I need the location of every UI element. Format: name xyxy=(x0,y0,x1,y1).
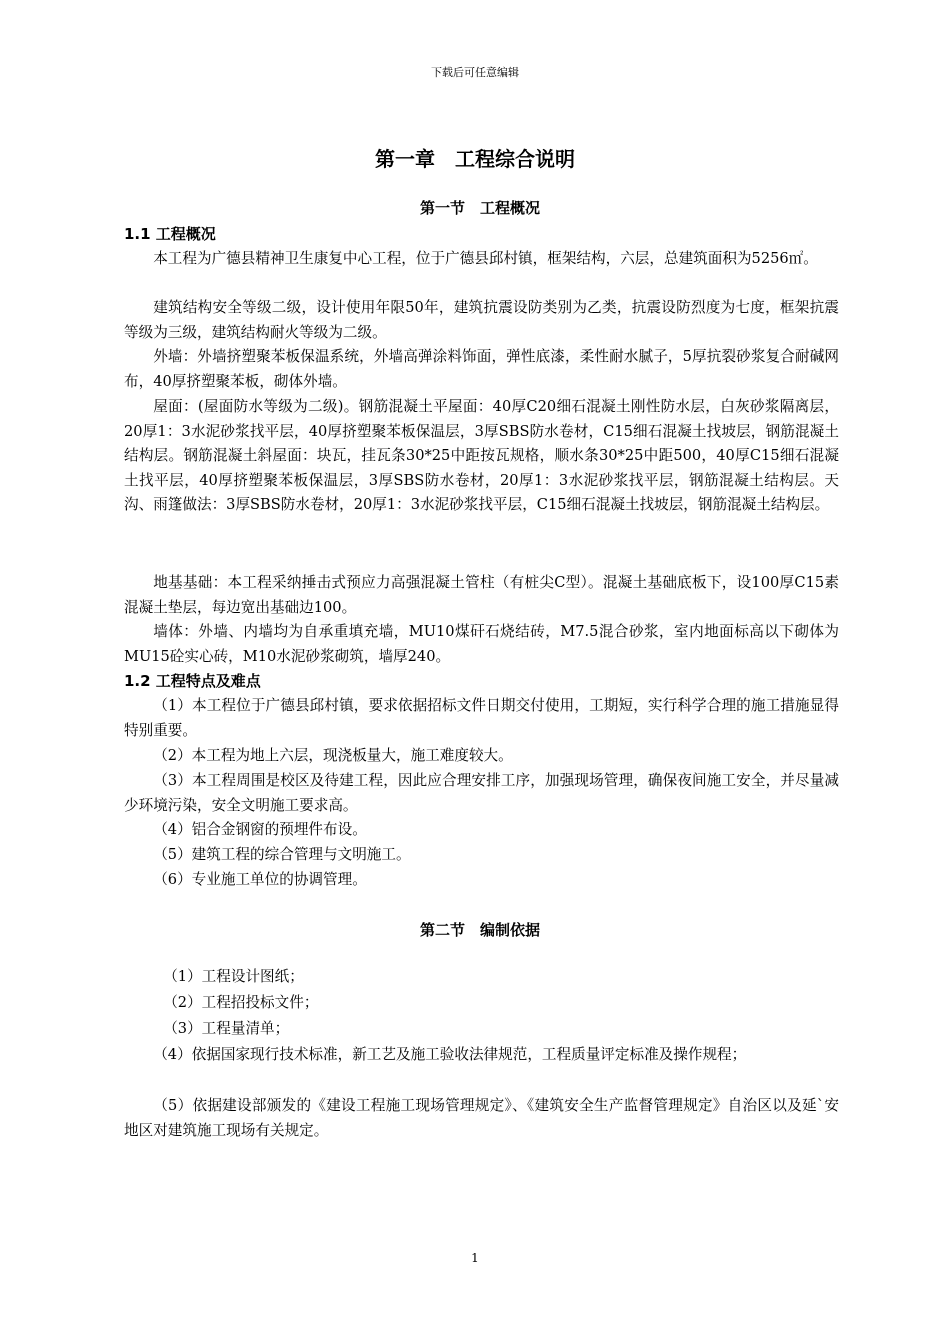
paragraph-difficulty-4: （4）铝合金钢窗的预埋件布设。 xyxy=(153,821,367,838)
paragraph-difficulty-1: （1）本工程位于广德县邱村镇，要求依据招标文件日期交付使用，工期短，实行科学合理的施工措施显得特别重要。 xyxy=(124,697,839,739)
paragraph-structure: 建筑结构安全等级二级，设计使用年限50年，建筑抗震设防类别为乙类，抗震设防烈度为七度，框架抗震等级为三级，建筑结构耐火等级为二级。 xyxy=(124,299,839,341)
paragraph-walls: 墙体：外墙、内墙均为自承重填充墙，MU10煤矸石烧结砖，M7.5混合砂浆，室内地面标高以下砌体为MU15砼实心砖，M10水泥砂浆砌筑，墙厚240。 xyxy=(124,623,839,665)
paragraph-foundation: 地基基础：本工程采纳捶击式预应力高强混凝土管柱（有桩尖C型）。混凝土基础底板下，设100厚C15素混凝土垫层，每边宽出基础边100。 xyxy=(124,574,839,616)
subheading-1-1: 1.1 工程概况 xyxy=(124,225,216,243)
basis-item-5: （5）依据建设部颁发的《建设工程施工现场管理规定》、《建筑安全生产监督管理规定》自治区以及延`安地区对建筑施工现场有关规定。 xyxy=(124,1097,839,1139)
paragraph-roof: 屋面：(屋面防水等级为二级)。钢筋混凝土平屋面：40厚C20细石混凝土刚性防水层，白灰砂浆隔离层，20厚1：3水泥砂浆找平层，40厚挤塑聚苯板保温层，3厚SBS防水卷材，C15细石混凝土找坡层，钢筋混凝土结构层。钢筋混凝土斜屋面：块瓦，挂瓦条30*25中距按瓦规格，顺水条30*25中距500，40厚C15细石混凝土找平层，40厚挤塑聚苯板保温层，3厚SBS防水卷材，20厚1：3水泥砂浆找平层，钢筋混凝土结构层。天沟、雨篷做法：3厚SBS防水卷材，20厚1：3水泥砂浆找平层，C15细石混凝土找坡层，钢筋混凝土结构层。 xyxy=(124,398,839,513)
page-number: 1 xyxy=(471,1251,479,1265)
section2-title: 第二节 编制依据 xyxy=(419,921,540,939)
header-note: 下载后可任意编辑 xyxy=(431,66,519,79)
paragraph-exterior-wall: 外墙：外墙挤塑聚苯板保温系统，外墙高弹涂料饰面，弹性底漆，柔性耐水腻子，5厚抗裂砂浆复合耐碱网布，40厚挤塑聚苯板，砌体外墙。 xyxy=(124,348,839,390)
subheading-1-2: 1.2 工程特点及难点 xyxy=(124,672,261,690)
chapter-title: 第一章 工程综合说明 xyxy=(375,147,575,171)
paragraph-difficulty-3: （3）本工程周围是校区及待建工程，因此应合理安排工序，加强现场管理，确保夜间施工安全，并尽量减少环境污染，安全文明施工要求高。 xyxy=(124,772,839,814)
basis-item-4: （4）依据国家现行技术标准，新工艺及施工验收法律规范，工程质量评定标准及操作规程； xyxy=(153,1046,747,1063)
paragraph-overview: 本工程为广德县精神卫生康复中心工程，位于广德县邱村镇，框架结构，六层，总建筑面积为5256㎡。 xyxy=(153,250,818,267)
basis-item-3: （3）工程量清单； xyxy=(163,1020,290,1037)
section1-title: 第一节 工程概况 xyxy=(419,199,540,217)
paragraph-difficulty-5: （5）建筑工程的综合管理与文明施工。 xyxy=(153,846,411,863)
paragraph-difficulty-6: （6）专业施工单位的协调管理。 xyxy=(153,871,367,888)
basis-item-2: （2）工程招投标文件； xyxy=(163,994,319,1011)
paragraph-difficulty-2: （2）本工程为地上六层，现浇板量大，施工难度较大。 xyxy=(153,747,513,764)
basis-item-1: （1）工程设计图纸； xyxy=(163,968,304,985)
